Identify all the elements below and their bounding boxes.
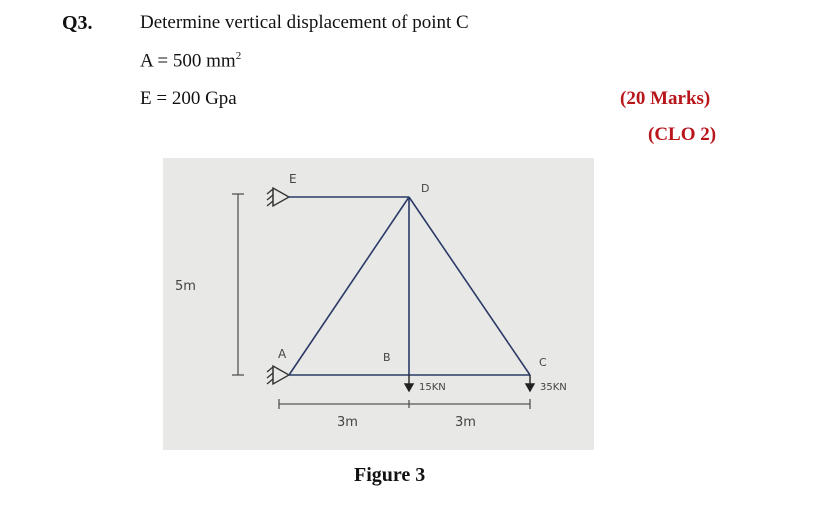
node-a-label: A <box>278 347 287 361</box>
modulus-value: E = 200 Gpa <box>140 88 237 109</box>
node-b-label: B <box>383 351 391 364</box>
question-number: Q3. <box>62 12 93 34</box>
load-c-label: 35KN <box>540 382 567 393</box>
paper-background <box>163 158 594 450</box>
area-exponent: 2 <box>235 50 242 62</box>
truss-figure-photo <box>163 158 594 450</box>
span-left-label: 3m <box>337 415 358 430</box>
figure-caption: Figure 3 <box>354 464 426 486</box>
marks-label: (20 Marks) <box>620 88 711 109</box>
node-d-label: D <box>421 182 430 195</box>
area-value <box>140 50 241 72</box>
height-label: 5m <box>175 279 196 294</box>
node-c-label: C <box>539 356 547 369</box>
load-b-label: 15KN <box>419 382 446 393</box>
node-e-label: E <box>289 172 297 186</box>
span-right-label: 3m <box>455 415 476 430</box>
truss-sketch <box>163 158 594 450</box>
area-text: A = 500 mm <box>140 50 236 72</box>
clo-label: (CLO 2) <box>648 124 717 145</box>
question-prompt: Determine vertical displacement of point C <box>140 12 469 33</box>
